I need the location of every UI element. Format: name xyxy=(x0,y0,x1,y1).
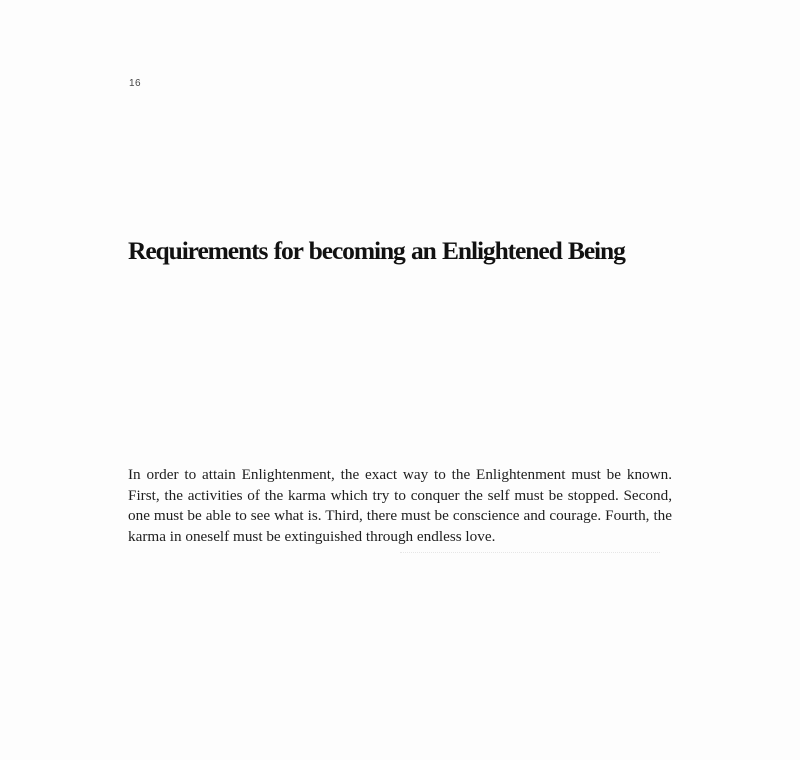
bleed-through-line xyxy=(400,552,660,559)
page-title: Requirements for becoming an Enlightened Being xyxy=(128,236,625,265)
page-number: 16 xyxy=(129,78,142,89)
body-paragraph: In order to attain Enlightenment, the exact way to the Enlightenment must be known. First, the activities of the karma which try to conquer the self must be stopped. Second, one must be able to see what is. Third, there must be conscience and courage. Fourth, the karma in oneself must be extinguished through endless love. xyxy=(128,466,672,545)
